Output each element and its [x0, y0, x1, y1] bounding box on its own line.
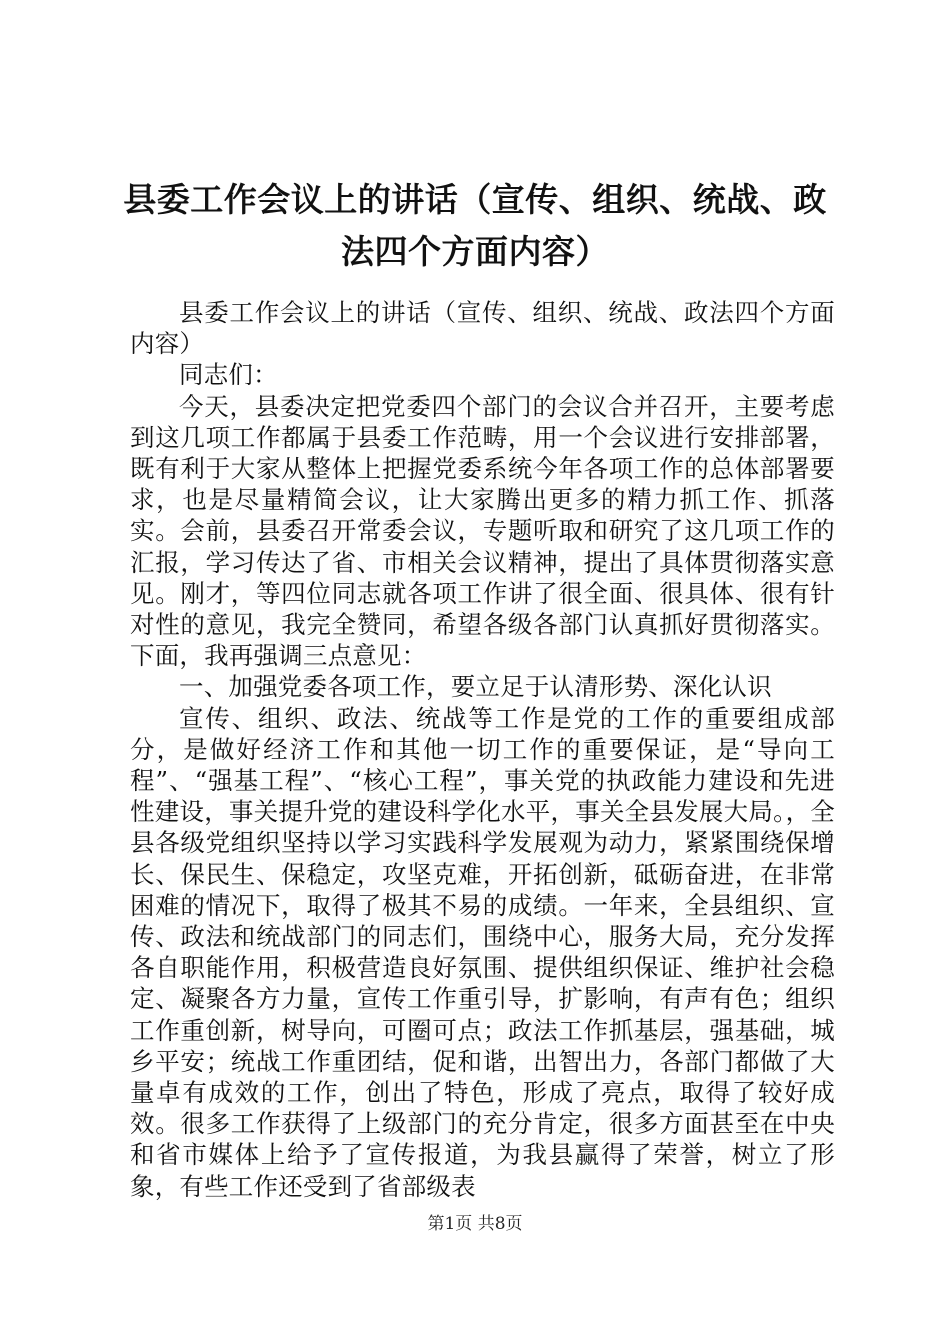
- document-title: 县委工作会议上的讲话（宣传、组织、统战、政法四个方面内容）: [123, 180, 827, 271]
- page-footer: [0, 1213, 950, 1235]
- paragraph-section-body-1: 宣传、组织、政法、统战等工作是党的工作的重要组成部分，是做好经济工作和其他一切工作的重要保证，是“导向工程”、“强基工程”、“核心工程”，事关党的执政能力建设和先进性建设，事关提升党的建设科学化水平，事关全县发展大局。，全县各级党组织坚持以学习实践科学发展观为动力，紧紧围绕保增长、保民生、保稳定，攻坚克难，开拓创新，砥砺奋进，在非常困难的情况下，取得了极其不易的成绩。一年来，全县组织、宣传、政法和统战部门的同志们，围绕中心，服务大局，充分发挥各自职能作用，积极营造良好氛围、提供组织保证、维护社会稳定、凝聚各方力量，宣传工作重引导，扩影响，有声有色；组织工作重创新，树导向，可圈可点；政法工作抓基层，强基础，城乡平安；统战工作重团结，促和谐，出智出力，各部门都做了大量卓有成效的工作，创出了特色，形成了亮点，取得了较好成效。很多工作获得了上级部门的充分肯定，很多方面甚至在中央和省市媒体上给予了宣传报道，为我县赢得了荣誉，树立了形象，有些工作还受到了省部级表: [130, 703, 835, 1201]
- paragraph-intro: 今天，县委决定把党委四个部门的会议合并召开，主要考虑到这几项工作都属于县委工作范畴，用一个会议进行安排部署，既有利于大家从整体上把握党委系统今年各项工作的总体部署要求，也是尽量精简会议，让大家腾出更多的精力抓工作、抓落实。会前，县委召开常委会议，专题听取和研究了这几项工作的汇报，学习传达了省、市相关会议精神，提出了具体贯彻落实意见。刚才，等四位同志就各项工作讲了很全面、很具体、很有针对性的意见，我完全赞同，希望各级各部门认真抓好贯彻落实。下面，我再强调三点意见：: [130, 391, 835, 671]
- document-body: [130, 297, 835, 1202]
- paragraph-heading-repeat: 县委工作会议上的讲话（宣传、组织、统战、政法四个方面内容）: [130, 298, 835, 359]
- paragraph-salutation: 同志们：: [179, 360, 278, 390]
- paragraph-section-heading-1: 一、加强党委各项工作，要立足于认清形势、深化认识: [179, 672, 772, 702]
- page-number-label: 第1页 共8页: [427, 1214, 523, 1234]
